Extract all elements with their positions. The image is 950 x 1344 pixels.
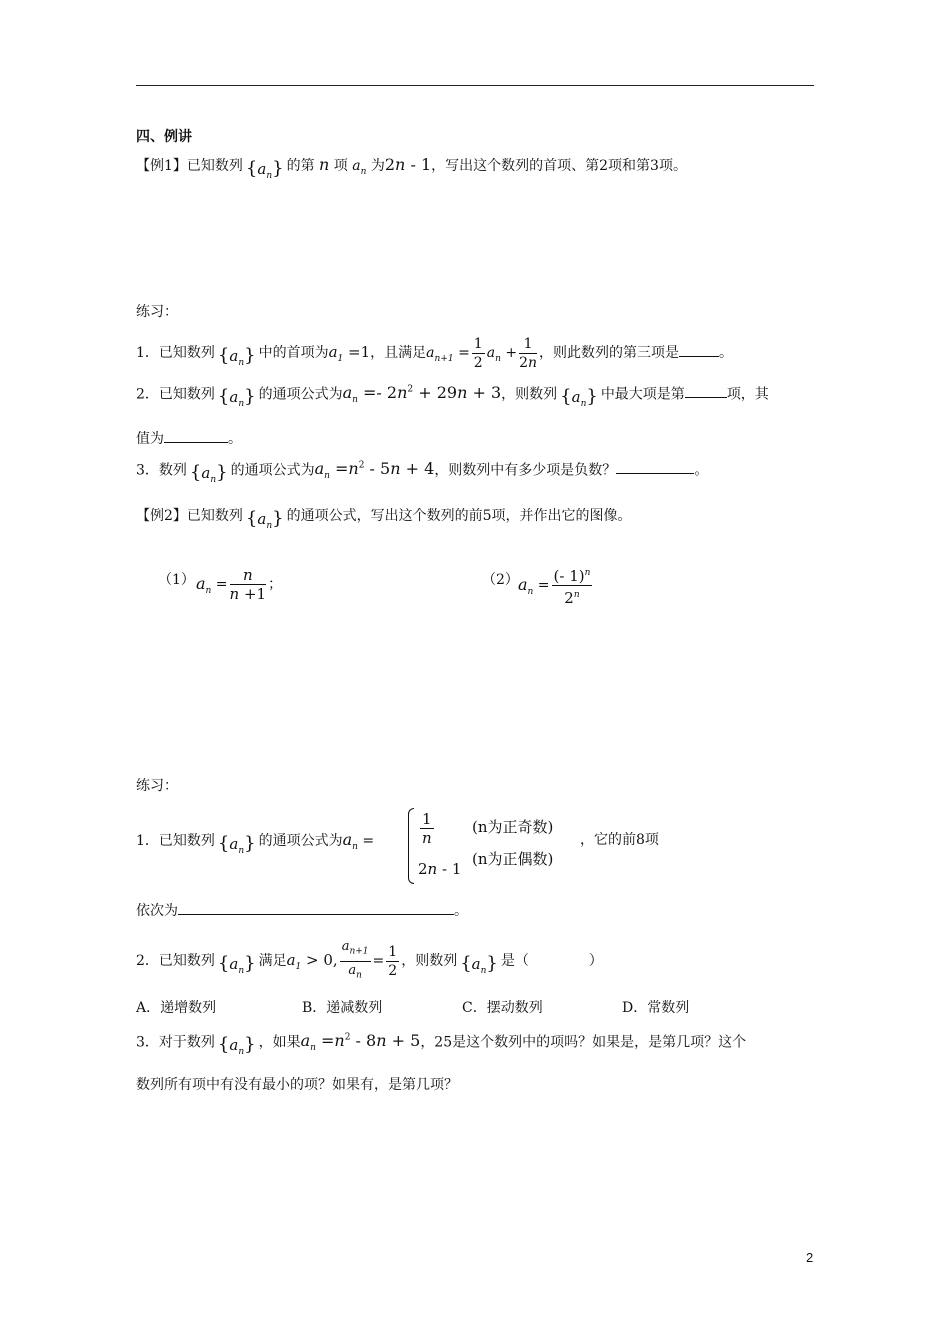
answer-blank[interactable]: [164, 428, 228, 443]
answer-blank[interactable]: [685, 383, 727, 398]
practice-label-2: 练习：: [136, 778, 178, 794]
answer-blank[interactable]: [178, 900, 454, 915]
practice-label-1: 练习：: [136, 304, 178, 320]
example-2-part-1: （1）: [158, 572, 195, 588]
option-d[interactable]: D．常数列: [622, 1000, 690, 1016]
practice-2-question-1-tail: ，它的前8项: [580, 832, 659, 848]
example-2-formula-1: $a_n$ = $\frac{n}{n +1}$ ；: [196, 566, 283, 603]
example-2-part-2: （2）: [482, 572, 519, 588]
practice-2-question-3: 3．对于数列 $\{a_n\}$ ，如果$a_n =n^2 - 8n + 5$，25是这个数列中的项吗？如果是，是第几项？这个: [136, 1031, 747, 1058]
practice-1-question-1: 1．已知数列 $\{a_n\}$ 中的首项为$a_1 =1$，且满足$a_{n+1}$ = $\frac{1}{2}$ $a_n$ + $\frac{1}{2n}$ ，则此数列的第三项是 。: [136, 335, 734, 371]
practice-1-question-2: 2．已知数列 $\{a_n\}$ 的通项公式为$a_n =- 2n^2 + 29n + 3$，则数列 $\{a_n\}$ 中最大项是第 项，其: [136, 383, 769, 410]
practice-2-question-2: 2．已知数列 $\{a_n\}$ 满足$a_1 > 0$, $\frac{a_{n+1}}{a_n}$ = $\frac{1}{2}$ ，则数列 $\{a_n\}$ 是（ ）: [136, 939, 603, 981]
case-2-condition: (n为正偶数): [472, 850, 554, 868]
piecewise-brace: [408, 808, 414, 884]
example-2-formula-2: $a_n$ = $\frac{(- 1)^n}{2^n}$: [518, 564, 594, 607]
answer-blank[interactable]: [679, 342, 719, 357]
practice-2-question-1-cont: 依次为 。: [136, 900, 468, 921]
practice-1-question-3: 3．数列 $\{a_n\}$ 的通项公式为$a_n =n^2 - 5n + 4$，则数列中有多少项是负数？ 。: [136, 459, 709, 486]
section-title: 四、例讲: [136, 129, 192, 145]
options-row: [136, 998, 689, 1018]
practice-2-question-3-cont: 数列所有项中有没有最小的项？如果有，是第几项？: [136, 1077, 458, 1093]
piecewise-case-1: $\frac{1}{n}$: [421, 810, 432, 847]
header-rule: [136, 85, 814, 86]
practice-2-question-1: 1．已知数列 $\{a_n\}$ 的通项公式为$a_n$ =: [136, 830, 375, 856]
page-number: 2: [806, 1250, 814, 1265]
piecewise-case-2: 2n - 1: [418, 860, 462, 878]
practice-1-question-2-cont: 值为 。: [136, 428, 242, 449]
option-a[interactable]: A．递增数列: [136, 1000, 217, 1016]
example-1: 【例1】已知数列 $\{a_n\}$ 的第 n 项 $a_n$ 为2n - 1，写出这个数列的首项、第2项和第3项。: [136, 155, 687, 182]
answer-blank[interactable]: [616, 459, 694, 474]
example-2: 【例2】已知数列 $\{a_n\}$ 的通项公式，写出这个数列的前5项，并作出它的图像。: [136, 508, 632, 531]
example-2-label: 【例2】: [136, 508, 187, 524]
example-1-label: 【例1】: [136, 158, 187, 174]
sequence-symbol: $\{a_n\}$: [245, 158, 284, 181]
case-1-condition: (n为正奇数): [472, 818, 554, 836]
option-b[interactable]: B．递减数列: [302, 1000, 383, 1016]
option-c[interactable]: C．摆动数列: [462, 1000, 543, 1016]
formula-2n-1: 2n - 1: [384, 155, 432, 174]
